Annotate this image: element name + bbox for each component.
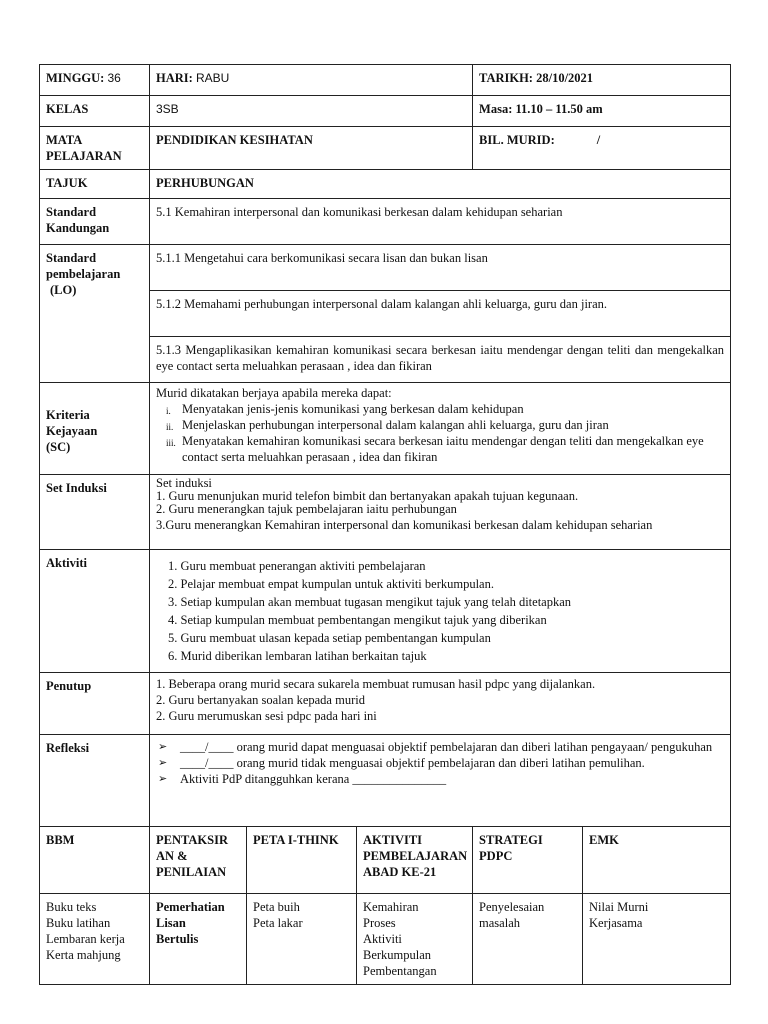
kelas-cell xyxy=(150,96,473,127)
kriteria-text: Menyatakan jenis-jenis komunikasi yang berkesan dalam kehidupan xyxy=(182,402,524,416)
row-bottom-values xyxy=(40,894,731,985)
pentaksiran-header: PENTAKSIR AN & PENILAIAN xyxy=(150,827,247,894)
kriteria-label-line1: Kriteria xyxy=(46,408,90,422)
kelas-value: 3SB xyxy=(156,102,179,116)
lo-item-2: 5.1.2 Memahami perhubungan interpersonal dalam kalangan ahli keluarga, guru dan jiran. xyxy=(150,291,731,337)
bbm-item: Kerta mahjung xyxy=(46,948,121,962)
bil-murid-label: BIL. MURID: xyxy=(479,133,555,147)
emk-item: Kerjasama xyxy=(589,916,643,930)
aktiviti-abad21-item: Pembentangan xyxy=(363,964,437,978)
mata-pelajaran-value: PENDIDIKAN KESIHATAN xyxy=(150,127,473,170)
aktiviti-abad21-cell xyxy=(357,894,473,985)
kriteria-label-line3: (SC) xyxy=(46,440,71,454)
sk-label-line1: Standard xyxy=(46,205,97,219)
kriteria-list xyxy=(156,401,724,465)
penutup-cell xyxy=(150,673,731,735)
aktiviti-item: 6. Murid diberikan lembaran latihan berkaitan tajuk xyxy=(168,649,427,663)
row-set-induksi xyxy=(40,475,731,550)
aktiviti-list xyxy=(156,557,724,665)
kelas-label: KELAS xyxy=(40,96,150,127)
minggu-value: 36 xyxy=(107,71,121,85)
emk-item: Nilai Murni xyxy=(589,900,649,914)
aktiviti-label: Aktiviti xyxy=(40,550,150,673)
lo-item-1: 5.1.1 Mengetahui cara berkomunikasi secara lisan dan bukan lisan xyxy=(150,245,731,291)
kriteria-cell xyxy=(150,383,731,475)
hari-value: RABU xyxy=(195,71,230,85)
pentaksiran-item: Bertulis xyxy=(156,932,199,946)
kriteria-item xyxy=(166,401,724,417)
aktiviti-item: 2. Pelajar membuat empat kumpulan untuk aktiviti berkumpulan. xyxy=(168,577,494,591)
hari-cell xyxy=(150,65,473,96)
aktiviti-item: 4. Setiap kumpulan membuat pembentangan mengikut tajuk yang diberikan xyxy=(168,613,547,627)
set-induksi-line: 2. Guru menerangkan tajuk pembelajaran iaitu perhubungan xyxy=(156,502,457,516)
tajuk-value: PERHUBUNGAN xyxy=(150,170,731,199)
arrow-bullet-icon: ➢ xyxy=(158,757,168,769)
row-refleksi xyxy=(40,735,731,827)
lesson-plan-table xyxy=(39,64,731,985)
aktiviti-abad21-header: AKTIVITI PEMBELAJARAN ABAD KE-21 xyxy=(357,827,473,894)
pentaksiran-item: Lisan xyxy=(156,916,186,930)
refleksi-item xyxy=(156,739,724,755)
row-standard-kandungan xyxy=(40,199,731,245)
kriteria-text: Menjelaskan perhubungan interpersonal dalam kalangan ahli keluarga, guru dan jiran xyxy=(182,418,609,432)
tajuk-label: TAJUK xyxy=(40,170,150,199)
strategi-pdpc-header: STRATEGI PDPC xyxy=(473,827,583,894)
strategi-item: masalah xyxy=(479,916,520,930)
mata-label-line1: MATA xyxy=(46,133,83,147)
strategi-item: Penyelesaian xyxy=(479,900,545,914)
standard-kandungan-text: 5.1 Kemahiran interpersonal dan komunikasi berkesan dalam kehidupan seharian xyxy=(150,199,731,245)
penutup-line: 1. Beberapa orang murid secara sukarela membuat rumusan hasil pdpc yang dijalankan. xyxy=(156,677,596,691)
row-minggu xyxy=(40,65,731,96)
row-mata-pelajaran xyxy=(40,127,731,170)
masa-cell: Masa: 11.10 – 11.50 am xyxy=(473,96,731,127)
sp-label-line1: Standard xyxy=(46,251,97,265)
set-induksi-line: 1. Guru menunjukan murid telefon bimbit dan bertanyakan apakah tujuan kegunaan. xyxy=(156,489,579,503)
row-tajuk xyxy=(40,170,731,199)
refleksi-text: ____/____ orang murid dapat menguasai objektif pembelajaran dan diberi latihan pengayaan/ pengukuhan xyxy=(180,740,713,754)
standard-pembelajaran-label xyxy=(40,245,150,383)
pentaksiran-cell xyxy=(150,894,247,985)
arrow-bullet-icon: ➢ xyxy=(158,741,168,753)
aktiviti-item: 5. Guru membuat ulasan kepada setiap pembentangan kumpulan xyxy=(168,631,491,645)
pentaksiran-item: Pemerhatian xyxy=(156,900,225,914)
mata-label-line2: PELAJARAN xyxy=(46,149,122,163)
aktiviti-item: 3. Setiap kumpulan akan membuat tugasan mengikut tajuk yang telah ditetapkan xyxy=(168,595,572,609)
refleksi-text: ____/____ orang murid tidak menguasai objektif pembelajaran dan diberi latihan pemulihan. xyxy=(180,756,645,770)
kriteria-label-line2: Kejayaan xyxy=(46,424,98,438)
row-kriteria xyxy=(40,383,731,475)
refleksi-item xyxy=(156,771,724,787)
mata-pelajaran-label xyxy=(40,127,150,170)
set-induksi-label: Set Induksi xyxy=(40,475,150,550)
bil-murid-value: / xyxy=(596,133,601,147)
kriteria-num: iii. xyxy=(166,438,176,448)
row-penutup xyxy=(40,673,731,735)
kriteria-text: Menyatakan kemahiran komunikasi secara berkesan iaitu mendengar dengan teliti dan mengekalkan eye contact serta meluahkan perasaan , idea dan fikiran xyxy=(182,434,704,464)
strategi-pdpc-cell xyxy=(473,894,583,985)
penutup-line: 2. Guru merumuskan sesi pdpc pada hari ini xyxy=(156,709,377,723)
kriteria-item xyxy=(166,417,724,433)
refleksi-cell xyxy=(150,735,731,827)
bbm-item: Lembaran kerja xyxy=(46,932,125,946)
aktiviti-cell xyxy=(150,550,731,673)
row-bottom-headers xyxy=(40,827,731,894)
minggu-label: MINGGU: xyxy=(46,71,105,85)
set-induksi-cell xyxy=(150,475,731,550)
lo-item-3: 5.1.3 Mengaplikasikan kemahiran komunikasi secara berkesan iaitu mendengar dengan teliti dan mengekalkan eye contact serta meluahkan perasaan , idea dan fikiran xyxy=(150,337,731,383)
bbm-item: Buku teks xyxy=(46,900,97,914)
bbm-item: Buku latihan xyxy=(46,916,111,930)
kriteria-intro: Murid dikatakan berjaya apabila mereka dapat: xyxy=(156,386,392,400)
refleksi-label: Refleksi xyxy=(40,735,150,827)
row-kelas xyxy=(40,96,731,127)
set-induksi-line: Set induksi xyxy=(156,476,212,490)
set-induksi-line: 3.Guru menerangkan Kemahiran interpersonal dan komunikasi berkesan dalam kehidupan seharian xyxy=(156,518,653,532)
tarikh-cell: TARIKH: 28/10/2021 xyxy=(473,65,731,96)
row-standard-pembelajaran-1 xyxy=(40,245,731,291)
hari-label: HARI: xyxy=(156,71,193,85)
peta-item: Peta buih xyxy=(253,900,300,914)
aktiviti-abad21-item: Aktiviti Berkumpulan xyxy=(363,932,432,962)
refleksi-list xyxy=(156,739,724,787)
refleksi-item xyxy=(156,755,724,771)
penutup-label: Penutup xyxy=(40,673,150,735)
aktiviti-item: 1. Guru membuat penerangan aktiviti pembelajaran xyxy=(168,559,426,573)
minggu-cell xyxy=(40,65,150,96)
bil-murid-cell xyxy=(473,127,731,170)
arrow-bullet-icon: ➢ xyxy=(158,773,168,785)
sp-label-line3: (LO) xyxy=(50,283,77,297)
peta-ithink-header: PETA I-THINK xyxy=(247,827,357,894)
refleksi-text: Aktiviti PdP ditangguhkan kerana _______________ xyxy=(180,772,447,786)
bbm-header: BBM xyxy=(40,827,150,894)
kriteria-num: ii. xyxy=(166,422,174,432)
peta-ithink-cell xyxy=(247,894,357,985)
standard-kandungan-label xyxy=(40,199,150,245)
kriteria-item xyxy=(166,433,724,465)
row-aktiviti xyxy=(40,550,731,673)
kriteria-num: i. xyxy=(166,406,171,416)
emk-header: EMK xyxy=(583,827,731,894)
penutup-line: 2. Guru bertanyakan soalan kepada murid xyxy=(156,693,365,707)
sk-label-line2: Kandungan xyxy=(46,221,110,235)
bbm-cell xyxy=(40,894,150,985)
sp-label-line2: pembelajaran xyxy=(46,267,121,281)
aktiviti-abad21-item: Kemahiran xyxy=(363,900,419,914)
peta-item: Peta lakar xyxy=(253,916,303,930)
kriteria-label xyxy=(40,383,150,475)
aktiviti-abad21-item: Proses xyxy=(363,916,396,930)
emk-cell xyxy=(583,894,731,985)
